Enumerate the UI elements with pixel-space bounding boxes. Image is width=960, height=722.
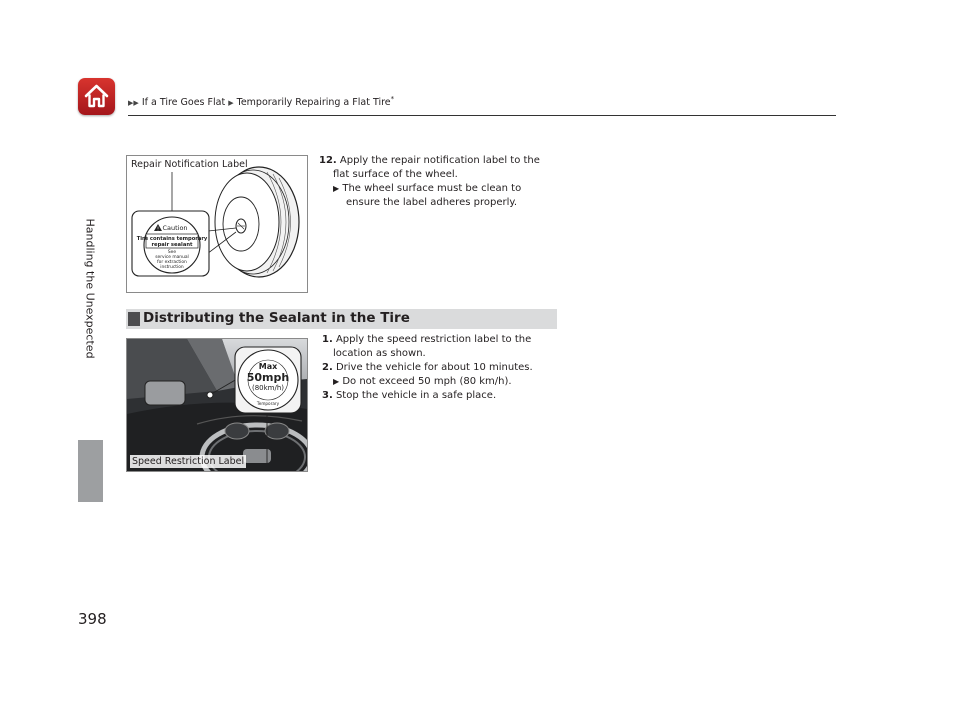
step-text: Apply the repair notification label to the [339, 155, 540, 166]
breadcrumb-item-flat-tire[interactable]: If a Tire Goes Flat [141, 97, 226, 109]
sticker-line: repair sealant [151, 242, 193, 248]
home-button[interactable] [78, 78, 115, 115]
step-text: Stop the vehicle in a safe place. [335, 390, 497, 401]
side-tab-label: Handling the Unexpected [83, 218, 97, 359]
note-arrow-icon: ▶ [333, 377, 340, 386]
breadcrumb-item-temporary-repair[interactable]: Temporarily Repairing a Flat Tire [236, 97, 391, 109]
step-number: 12. [319, 155, 337, 166]
note-text: The wheel surface must be clean to [342, 183, 522, 194]
speed-label-caption: Speed Restriction Label [132, 456, 245, 467]
svg-text:!: ! [156, 226, 160, 233]
speed-label-figure [126, 338, 308, 472]
sticker-caution-text: Caution [162, 224, 188, 232]
sticker-speed-kmh: (80km/h) [251, 384, 285, 392]
sticker-line: Tire contains temporary [136, 236, 208, 242]
note-text: Do not exceed 50 mph (80 km/h). [342, 376, 512, 387]
breadcrumb-marker: * [390, 95, 395, 103]
step-text: Apply the speed restriction label to the [335, 334, 532, 345]
tire-illustration [127, 156, 307, 292]
sticker-line: instruction [160, 265, 184, 270]
header-divider [128, 115, 836, 116]
page-number: 398 [78, 610, 107, 628]
note-arrow-icon: ▶ [333, 184, 340, 193]
note-text: ensure the label adheres properly. [346, 197, 518, 208]
side-tab-marker [78, 440, 103, 502]
repair-label-caption: Repair Notification Label [131, 159, 248, 170]
step-3 [322, 389, 562, 403]
sticker-temporary-text: Temporary [256, 401, 280, 406]
step-text: location as shown. [333, 348, 426, 359]
step-note [319, 182, 559, 196]
step-note [322, 375, 562, 389]
section-heading [126, 309, 557, 329]
steps-distribute [322, 333, 562, 403]
step-text: Drive the vehicle for about 10 minutes. [335, 362, 533, 373]
step-text: flat surface of the wheel. [333, 169, 458, 180]
breadcrumb-arrow-icon: ▶▶ [128, 99, 139, 108]
breadcrumb [128, 95, 394, 108]
sticker-line: See [167, 250, 177, 255]
sticker-line: for extraction [157, 260, 187, 265]
step-number: 3. [322, 390, 333, 401]
breadcrumb-arrow-icon: ▶ [228, 99, 234, 108]
repair-label-figure [126, 155, 308, 293]
sticker-speed-mph: 50mph [246, 371, 290, 384]
section-marker-icon [128, 312, 140, 326]
home-icon [83, 83, 110, 110]
step-number: 1. [322, 334, 333, 345]
step-12 [319, 154, 559, 210]
sticker-line: service manual [155, 255, 189, 260]
section-title: Distributing the Sealant in the Tire [143, 310, 410, 326]
step-2 [322, 361, 562, 389]
sticker-max-text: Max [258, 362, 278, 371]
step-1 [322, 333, 562, 361]
dashboard-illustration [127, 339, 307, 471]
step-number: 2. [322, 362, 333, 373]
